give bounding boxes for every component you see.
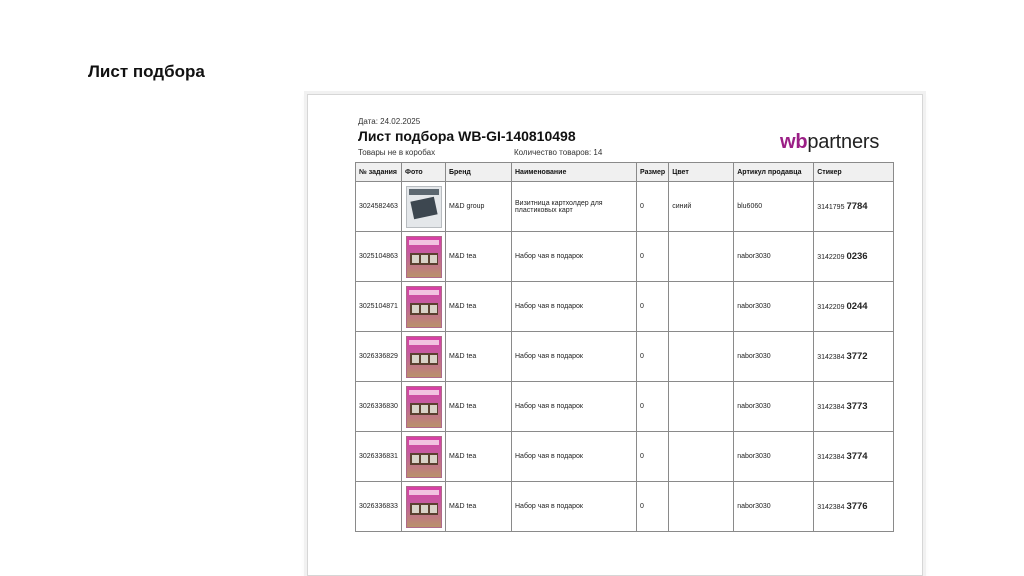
table-row [356,382,894,432]
product-name-cell: Набор чая в подарок [512,332,637,382]
sticker-suffix: 3776 [846,501,868,512]
size-cell: 0 [637,432,669,482]
pick-list-document [307,94,923,576]
sticker-cell [814,332,894,382]
product-name-cell: Набор чая в подарок [512,482,637,532]
color-cell [669,482,734,532]
photo-cell [402,382,446,432]
color-cell [669,232,734,282]
sticker-cell [814,232,894,282]
sticker-cell [814,282,894,332]
product-name-cell: Набор чая в подарок [512,282,637,332]
sticker-cell [814,182,894,232]
seller-article-cell: nabor3030 [734,482,814,532]
tea-set-photo [406,286,442,328]
column-header: Фото [402,163,446,182]
task-number-cell: 3026336829 [356,332,402,382]
tea-set-photo [406,436,442,478]
table-row [356,332,894,382]
photo-cell [402,482,446,532]
sticker-cell [814,382,894,432]
size-cell: 0 [637,382,669,432]
task-number-cell: 3025104871 [356,282,402,332]
card-holder-photo [406,186,442,228]
task-number-cell: 3026336833 [356,482,402,532]
seller-article-cell: nabor3030 [734,232,814,282]
sticker-prefix: 3142209 [817,254,845,261]
task-number-cell: 3026336831 [356,432,402,482]
sticker-suffix: 0244 [846,301,868,312]
pick-list-table [355,162,894,532]
seller-article-cell: nabor3030 [734,282,814,332]
document-item-count: Количество товаров: 14 [514,148,603,157]
product-name-cell: Набор чая в подарок [512,382,637,432]
sticker-prefix: 3142384 [817,504,845,511]
seller-article-cell: nabor3030 [734,382,814,432]
document-title: Лист подбора WB-GI-140810498 [358,128,576,144]
sticker-prefix: 3142209 [817,304,845,311]
product-name-cell: Набор чая в подарок [512,232,637,282]
table-header-row [356,163,894,182]
photo-cell [402,182,446,232]
column-header: Наименование [512,163,637,182]
brand-cell: M&D group [446,182,512,232]
photo-cell [402,332,446,382]
column-header: Размер [637,163,669,182]
photo-cell [402,282,446,332]
table-row [356,282,894,332]
photo-cell [402,232,446,282]
task-number-cell: 3025104863 [356,232,402,282]
column-header: № задания [356,163,402,182]
size-cell: 0 [637,232,669,282]
tea-set-photo [406,486,442,528]
color-cell [669,332,734,382]
seller-article-cell: nabor3030 [734,432,814,482]
size-cell: 0 [637,332,669,382]
color-cell [669,432,734,482]
table-row [356,482,894,532]
document-date: Дата: 24.02.2025 [358,117,421,126]
sticker-suffix: 0236 [846,251,868,262]
product-name-cell: Набор чая в подарок [512,432,637,482]
brand-cell: M&D tea [446,482,512,532]
tea-set-photo [406,386,442,428]
color-cell: синий [669,182,734,232]
brand-cell: M&D tea [446,232,512,282]
wbpartners-logo: wbpartners [780,131,880,153]
brand-cell: M&D tea [446,332,512,382]
column-header: Цвет [669,163,734,182]
column-header: Артикул продавца [734,163,814,182]
sticker-prefix: 3141795 [817,204,845,211]
table-row [356,432,894,482]
seller-article-cell: nabor3030 [734,332,814,382]
task-number-cell: 3024582463 [356,182,402,232]
table-row [356,182,894,232]
slide-title: Лист подбора [88,62,205,81]
sticker-prefix: 3142384 [817,404,845,411]
product-name-cell: Визитница картхолдер для пластиковых карт [512,182,637,232]
column-header: Бренд [446,163,512,182]
document-subtitle: Товары не в коробах [358,148,436,157]
sticker-prefix: 3142384 [817,354,845,361]
seller-article-cell: blu6060 [734,182,814,232]
sticker-cell [814,482,894,532]
color-cell [669,282,734,332]
sticker-suffix: 3773 [846,401,868,412]
sticker-prefix: 3142384 [817,454,845,461]
brand-cell: M&D tea [446,432,512,482]
tea-set-photo [406,336,442,378]
sticker-suffix: 7784 [846,201,868,212]
column-header: Стикер [814,163,894,182]
tea-set-photo [406,236,442,278]
sticker-suffix: 3772 [846,351,868,362]
size-cell: 0 [637,282,669,332]
table-row [356,232,894,282]
color-cell [669,382,734,432]
size-cell: 0 [637,482,669,532]
brand-cell: M&D tea [446,382,512,432]
size-cell: 0 [637,182,669,232]
sticker-cell [814,432,894,482]
brand-cell: M&D tea [446,282,512,332]
task-number-cell: 3026336830 [356,382,402,432]
photo-cell [402,432,446,482]
sticker-suffix: 3774 [846,451,868,462]
